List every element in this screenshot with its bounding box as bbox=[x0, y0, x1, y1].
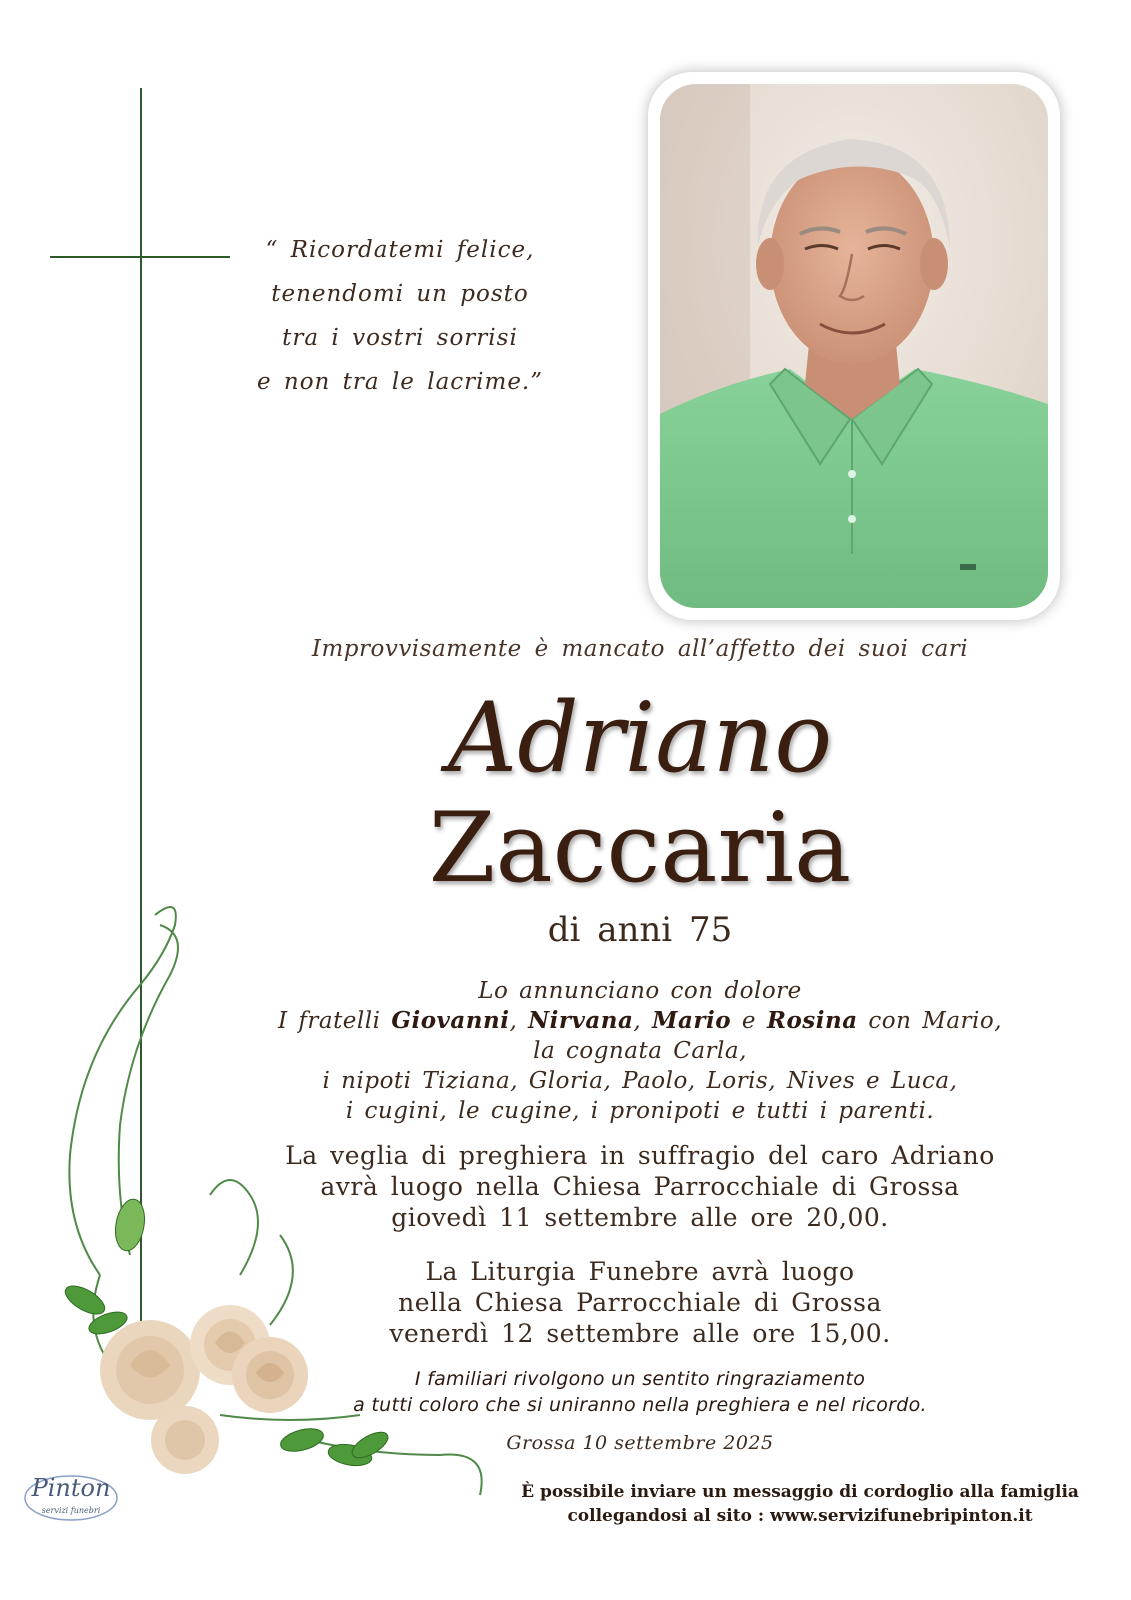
announcement-line: Lo annunciano con dolore bbox=[478, 978, 802, 1004]
deceased-first-name: Adriano bbox=[447, 682, 833, 794]
quote-line: e non tra le lacrime.” bbox=[256, 369, 544, 395]
sibling-name: Mario bbox=[652, 1007, 732, 1034]
vigil-line: giovedì 11 settembre alle ore 20,00. bbox=[391, 1203, 889, 1232]
intro-text: Improvvisamente è mancato all’affetto dei suoi cari bbox=[311, 636, 969, 662]
portrait-illustration bbox=[660, 84, 1048, 608]
quote-line: “ Ricordatemi felice, bbox=[265, 237, 535, 263]
sibling-name: Giovanni bbox=[391, 1007, 510, 1034]
logo-name: Pinton bbox=[31, 1474, 111, 1502]
portrait-frame bbox=[648, 72, 1060, 620]
sibling-name: Rosina bbox=[766, 1007, 858, 1034]
thanks-line: I familiari rivolgono un sentito ringraziamento bbox=[414, 1368, 866, 1390]
announcement-line: la cognata Carla, bbox=[533, 1038, 747, 1064]
place-date: Grossa 10 settembre 2025 bbox=[506, 1432, 774, 1454]
liturgy-line: La Liturgia Funebre avrà luogo bbox=[425, 1257, 855, 1286]
liturgy-line: venerdì 12 settembre alle ore 15,00. bbox=[389, 1319, 891, 1348]
siblings-prefix: I fratelli bbox=[277, 1008, 381, 1034]
rose-flowers-decoration bbox=[40, 895, 510, 1515]
footer-note bbox=[490, 1480, 1110, 1528]
announcement-line: i cugini, le cugine, i pronipoti e tutti i parenti. bbox=[345, 1098, 935, 1124]
cross-icon-horizontal bbox=[50, 256, 230, 258]
footer-line: È possibile inviare un messaggio di cordoglio alla famiglia bbox=[521, 1482, 1079, 1502]
vigil-line: La veglia di preghiera in suffragio del caro Adriano bbox=[285, 1141, 995, 1170]
vigil-line: avrà luogo nella Chiesa Parrocchiale di Grossa bbox=[320, 1172, 960, 1201]
pinton-logo bbox=[22, 1468, 120, 1524]
deceased-age: di anni 75 bbox=[547, 910, 733, 950]
separator: , bbox=[509, 1008, 518, 1034]
sibling-name: Nirvana bbox=[528, 1007, 634, 1034]
portrait-photo bbox=[660, 84, 1048, 608]
quote-line: tenendomi un posto bbox=[271, 281, 529, 307]
announcement-line: i nipoti Tiziana, Gloria, Paolo, Loris, Nives e Luca, bbox=[322, 1068, 958, 1094]
deceased-last-name: Zaccaria bbox=[428, 792, 852, 904]
separator: e bbox=[741, 1008, 757, 1034]
separator: , bbox=[633, 1008, 642, 1034]
footer-line: collegandosi al sito : www.servizifunebripinton.it bbox=[567, 1506, 1033, 1526]
quote-line: tra i vostri sorrisi bbox=[282, 325, 518, 351]
siblings-suffix: con Mario, bbox=[868, 1008, 1003, 1034]
liturgy-line: nella Chiesa Parrocchiale di Grossa bbox=[398, 1288, 882, 1317]
logo-tagline: servizi funebri bbox=[41, 1506, 101, 1515]
thanks-line: a tutti coloro che si uniranno nella preghiera e nel ricordo. bbox=[353, 1394, 927, 1416]
memorial-quote bbox=[250, 228, 550, 404]
